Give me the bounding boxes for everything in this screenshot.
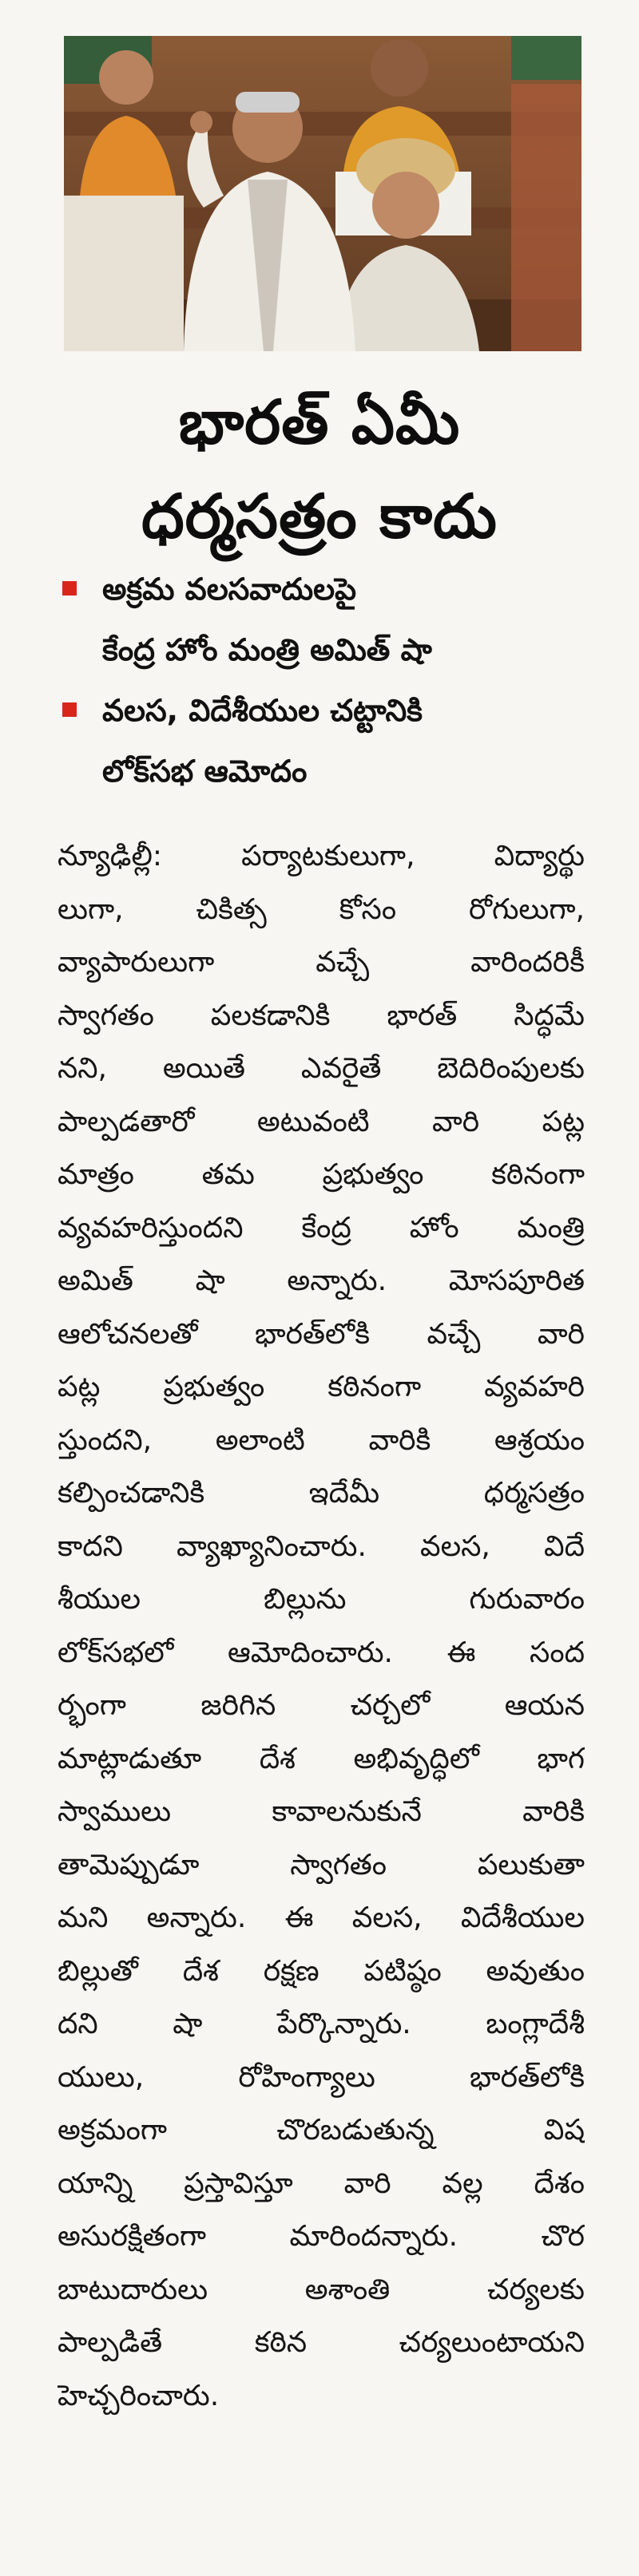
body-line: అక్రమంగా చొరబడుతున్న విష [58,2114,585,2147]
bullet-text: వలస, విదేశీయుల చట్టానికి [102,693,423,728]
body-line: పట్ల ప్రభుత్వం కఠినంగా వ్యవహరి [58,1371,585,1403]
square-bullet-icon [62,581,77,596]
bullet-text: కేంద్ర హోం మంత్రి అమిత్ షా [102,632,432,667]
body-line: పాల్పడితే కఠిన చర్యలుంటాయని [58,2326,585,2359]
headline-line: ధర్మసత్రం కాదు [141,481,498,552]
body-line: స్వాములు కావాలనుకునే వారికి [58,1795,585,1828]
body-line: లోక్‌సభలో ఆమోదించారు. ఈ సంద [58,1636,585,1669]
body-line: కాదని వ్యాఖ్యానించారు. వలస, విదే [58,1529,585,1563]
body-line: నని, అయితే ఎవరైతే బెదిరింపులకు [58,1052,585,1085]
body-line: మాట్లాడుతూ దేశ అభివృద్ధిలో భాగ [58,1742,585,1775]
headline-line: భారత్ ఏమీ [178,386,461,457]
body-line: వ్యాపారులుగా వచ్చే వారిందరికీ [58,946,585,979]
subheadline-bullets [56,559,599,801]
body-line: మాత్రం తమ ప్రభుత్వం కఠినంగా [58,1158,585,1191]
body-line: హెచ్చరించారు. [58,2379,220,2412]
parliament-photo-illustration [64,36,581,351]
body-line: కల్పించడానికి ఇదేమీ ధర్మసత్రం [58,1477,585,1510]
body-line: అసురక్షితంగా మారిందన్నారు. చొర [58,2220,585,2253]
news-photo [64,36,581,351]
bullet-item [56,680,599,741]
body-line: శీయుల బిల్లును గురువారం [58,1583,585,1616]
bullet-text: అక్రమ వలసవాదులపై [102,572,357,607]
body-line: అమిత్ షా అన్నారు. మోసపూరిత [58,1264,585,1297]
square-bullet-icon [62,702,77,717]
body-line: దని షా పేర్కొన్నారు. బంగ్లాదేశీ [58,2008,585,2040]
body-line: తామెప్పుడూ స్వాగతం పలుకుతా [58,1848,585,1882]
bullet-item [56,559,599,619]
bullet-text: లోక్‌సభ ఆమోదం [102,754,308,789]
bullet-item-continuation [56,741,599,801]
body-line: స్వాగతం పలకడానికి భారత్ సిద్ధమే [58,999,585,1032]
body-line: బిల్లుతో దేశ రక్షణ పటిష్ఠం అవుతుం [58,1954,585,1988]
body-line: యులు, రోహింగ్యాలు భారత్‌లోకి [58,2060,585,2094]
bullet-item-continuation [56,619,599,680]
body-line: స్తుందని, అలాంటి వారికి ఆశ్రయం [58,1423,585,1457]
body-line: ఆలోచనలతో భారత్‌లోకి వచ్చే వారి [58,1317,585,1351]
article-body [58,830,585,2423]
body-line: లుగా, చికిత్స కోసం రోగులుగా, [58,892,585,926]
body-line: యాన్ని ప్రస్తావిస్తూ వారి వల్ల దేశం [58,2166,585,2200]
headline [0,375,639,564]
body-line: పాల్పడతారో అటువంటి వారి పట్ల [58,1105,585,1138]
body-line: ర్భంగా జరిగిన చర్చలో ఆయన [58,1689,585,1722]
body-line: న్యూఢిల్లీ: పర్యాటకులుగా, విద్యార్థు [58,840,585,873]
body-line: వ్యవహరిస్తుందని కేంద్ర హోం మంత్రి [58,1211,585,1244]
body-line: బాటుదారులు అశాంతి చర్యలకు [58,2273,585,2306]
body-line: మని అన్నారు. ఈ వలస, విదేశీయుల [58,1901,585,1934]
